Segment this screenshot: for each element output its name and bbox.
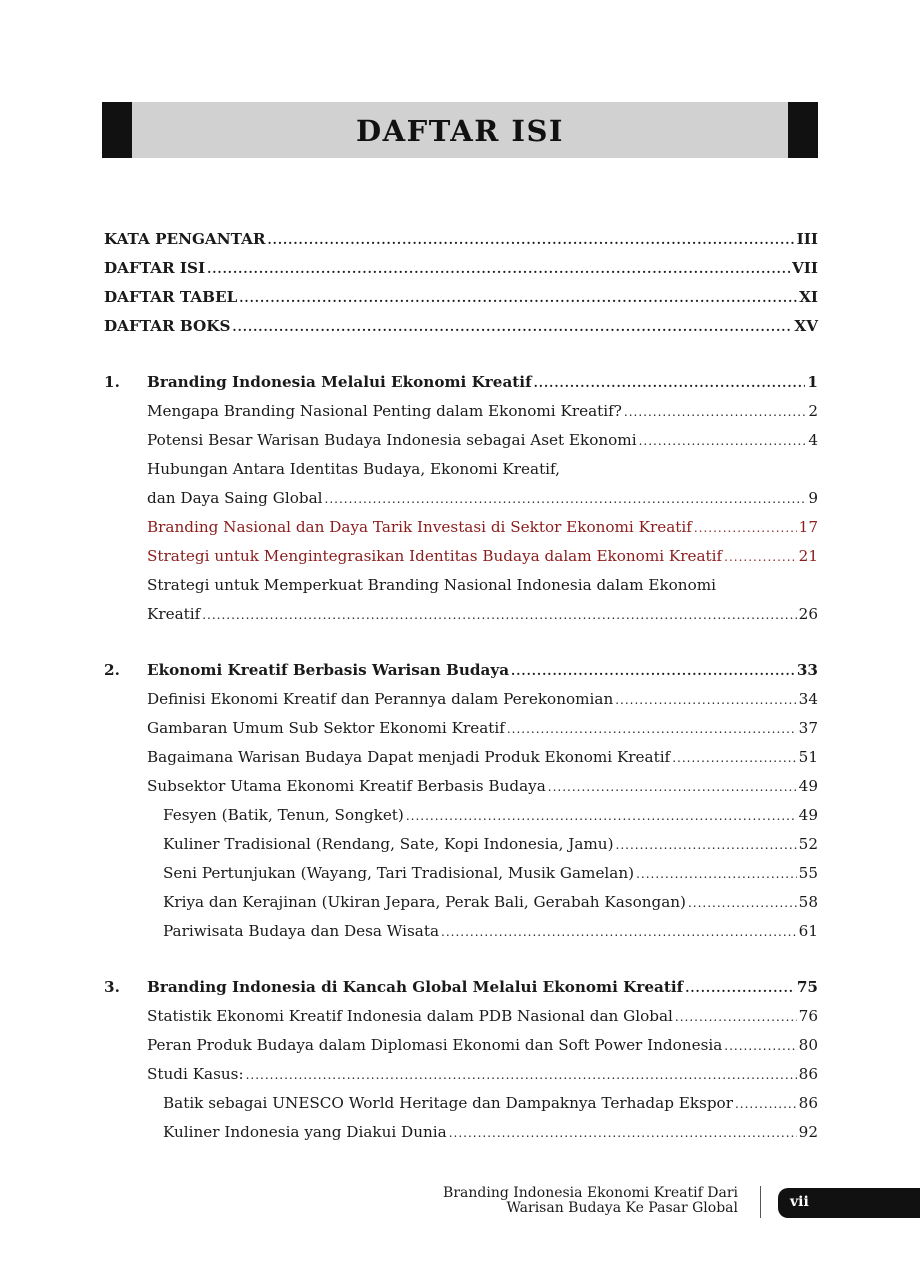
toc-entry-page: VII — [792, 259, 818, 277]
toc-entry-label: Kreatif — [147, 605, 201, 623]
toc-entry-page: 55 — [798, 864, 818, 882]
dot-leader — [239, 285, 797, 311]
toc-entry-highlighted[interactable] — [147, 543, 818, 569]
toc-entry-page: 37 — [798, 719, 818, 737]
toc-subentry[interactable] — [163, 918, 818, 944]
footer-book-title-line2: Warisan Budaya Ke Pasar Global — [506, 1200, 738, 1216]
dot-leader — [616, 832, 797, 858]
toc-entry-label: Kuliner Tradisional (Rendang, Sate, Kopi Indonesia, Jamu) — [163, 835, 614, 853]
toc-entry[interactable] — [147, 715, 818, 741]
toc-entry-page: 17 — [798, 518, 818, 536]
page-number: vii — [790, 1194, 809, 1210]
dot-leader — [325, 486, 807, 512]
chapter-2-number: 2. — [104, 661, 120, 679]
page-title: DAFTAR ISI — [355, 114, 564, 148]
dot-leader — [624, 399, 806, 425]
toc-entry-label: Peran Produk Budaya dalam Diplomasi Ekonomi dan Soft Power Indonesia — [147, 1036, 723, 1054]
toc-entry[interactable] — [147, 744, 818, 770]
toc-entry-label: Definisi Ekonomi Kreatif dan Perannya dalam Perekonomian — [147, 690, 614, 708]
footer-book-title — [443, 1186, 738, 1216]
page-number-tab — [778, 1188, 920, 1218]
toc-entry-label: Pariwisata Budaya dan Desa Wisata — [163, 922, 440, 940]
toc-entry[interactable] — [147, 427, 818, 453]
title-banner-right-block — [788, 102, 818, 158]
toc-entry-label: Mengapa Branding Nasional Penting dalam Ekonomi Kreatif? — [147, 402, 622, 420]
dot-leader — [685, 975, 795, 1001]
toc-entry-label-line1: Hubungan Antara Identitas Budaya, Ekonomi Kreatif, — [147, 460, 560, 478]
toc-entry-page: XV — [794, 317, 818, 335]
toc-entry-label: Branding Nasional dan Daya Tarik Investasi di Sektor Ekonomi Kreatif — [147, 518, 692, 536]
toc-entry[interactable] — [147, 398, 818, 424]
toc-entry-label: Studi Kasus: — [147, 1065, 244, 1083]
dot-leader — [615, 687, 796, 713]
toc-entry-label-line1: Strategi untuk Memperkuat Branding Nasional Indonesia dalam Ekonomi — [147, 576, 716, 594]
toc-subentry[interactable] — [163, 831, 818, 857]
toc-entry-page: 61 — [798, 922, 818, 940]
dot-leader — [724, 544, 797, 570]
dot-leader — [207, 256, 790, 282]
toc-entry-label: Branding Indonesia di Kancah Global Melalui Ekonomi Kreatif — [147, 978, 684, 996]
toc-entry-highlighted[interactable] — [147, 514, 818, 540]
toc-entry-page: 1 — [807, 373, 818, 391]
dot-leader — [636, 861, 797, 887]
toc-entry-label: Branding Indonesia Melalui Ekonomi Kreatif — [147, 373, 532, 391]
toc-entry-page: 26 — [798, 605, 818, 623]
toc-entry-page: 4 — [808, 431, 818, 449]
dot-leader — [232, 314, 792, 340]
toc-entry-daftar-tabel[interactable] — [104, 284, 818, 310]
toc-entry-page: 75 — [796, 978, 818, 996]
toc-entry[interactable] — [147, 1003, 818, 1029]
toc-entry-page: 33 — [796, 661, 818, 679]
toc-entry-page: 92 — [798, 1123, 818, 1141]
toc-entry-label: DAFTAR ISI — [104, 259, 206, 277]
dot-leader — [639, 428, 807, 454]
toc-entry-label: Gambaran Umum Sub Sektor Ekonomi Kreatif — [147, 719, 505, 737]
toc-entry[interactable] — [147, 1032, 818, 1058]
toc-subentry[interactable] — [163, 802, 818, 828]
toc-entry-label: Ekonomi Kreatif Berbasis Warisan Budaya — [147, 661, 510, 679]
toc-entry-label: Potensi Besar Warisan Budaya Indonesia sebagai Aset Ekonomi — [147, 431, 637, 449]
toc-entry-label: Kriya dan Kerajinan (Ukiran Jepara, Perak Bali, Gerabah Kasongan) — [163, 893, 686, 911]
chapter-3-number: 3. — [104, 978, 120, 996]
toc-subentry[interactable] — [163, 1090, 818, 1116]
toc-entry-page: 2 — [808, 402, 818, 420]
dot-leader — [507, 716, 797, 742]
toc-entry-kata-pengantar[interactable] — [104, 226, 818, 252]
dot-leader — [406, 803, 797, 829]
dot-leader — [441, 919, 797, 945]
dot-leader — [724, 1033, 796, 1059]
toc-entry[interactable] — [147, 601, 818, 627]
toc-entry-page: 58 — [798, 893, 818, 911]
toc-entry[interactable] — [147, 1061, 818, 1087]
toc-chapter-3[interactable] — [147, 974, 818, 1000]
toc-entry-page: 21 — [798, 547, 818, 565]
toc-entry-page: 49 — [798, 777, 818, 795]
toc-entry-label: KATA PENGANTAR — [104, 230, 266, 248]
dot-leader — [511, 658, 795, 684]
toc-entry-daftar-isi[interactable] — [104, 255, 818, 281]
dot-leader — [675, 1004, 797, 1030]
toc-entry-label: Bagaimana Warisan Budaya Dapat menjadi Produk Ekonomi Kreatif — [147, 748, 671, 766]
dot-leader — [246, 1062, 797, 1088]
toc-chapter-1[interactable] — [147, 369, 818, 395]
title-banner — [102, 102, 818, 158]
toc-subentry[interactable] — [163, 889, 818, 915]
toc-entry-page: 52 — [798, 835, 818, 853]
toc-entry-page: 34 — [798, 690, 818, 708]
footer-divider — [760, 1186, 761, 1218]
toc-entry-page: 51 — [798, 748, 818, 766]
toc-entry-page: 9 — [808, 489, 818, 507]
dot-leader — [202, 602, 796, 628]
toc-entry-page: III — [796, 230, 818, 248]
dot-leader — [694, 515, 797, 541]
toc-subentry[interactable] — [163, 1119, 818, 1145]
toc-entry-page: XI — [799, 288, 818, 306]
toc-entry-label: DAFTAR TABEL — [104, 288, 238, 306]
toc-subentry[interactable] — [163, 860, 818, 886]
dot-leader — [534, 370, 806, 396]
toc-entry-label: DAFTAR BOKS — [104, 317, 231, 335]
toc-entry-label: Kuliner Indonesia yang Diakui Dunia — [163, 1123, 447, 1141]
dot-leader — [449, 1120, 797, 1146]
toc-entry-label: Statistik Ekonomi Kreatif Indonesia dalam PDB Nasional dan Global — [147, 1007, 673, 1025]
dot-leader — [735, 1091, 797, 1117]
dot-leader — [688, 890, 797, 916]
dot-leader — [672, 745, 796, 771]
toc-entry-label: dan Daya Saing Global — [147, 489, 323, 507]
dot-leader — [548, 774, 797, 800]
toc-entry-page: 86 — [798, 1065, 818, 1083]
toc-entry-label: Seni Pertunjukan (Wayang, Tari Tradisional, Musik Gamelan) — [163, 864, 635, 882]
toc-entry-label: Fesyen (Batik, Tenun, Songket) — [163, 806, 404, 824]
toc-entry-label: Strategi untuk Mengintegrasikan Identitas Budaya dalam Ekonomi Kreatif — [147, 547, 723, 565]
toc-entry[interactable] — [147, 773, 818, 799]
toc-entry-label: Subsektor Utama Ekonomi Kreatif Berbasis Budaya — [147, 777, 546, 795]
dot-leader — [267, 227, 794, 253]
toc-entry-label: Batik sebagai UNESCO World Heritage dan Dampaknya Terhadap Ekspor — [163, 1094, 733, 1112]
toc-entry-daftar-boks[interactable] — [104, 313, 818, 339]
toc-entry-page: 49 — [798, 806, 818, 824]
toc-entry-page: 86 — [798, 1094, 818, 1112]
toc-entry[interactable] — [147, 686, 818, 712]
toc-entry-page: 76 — [798, 1007, 818, 1025]
toc-chapter-2[interactable] — [147, 657, 818, 683]
toc-entry[interactable] — [147, 485, 818, 511]
toc-entry-page: 80 — [798, 1036, 818, 1054]
chapter-1-number: 1. — [104, 373, 120, 391]
footer-book-title-line1: Branding Indonesia Ekonomi Kreatif Dari — [443, 1185, 738, 1201]
